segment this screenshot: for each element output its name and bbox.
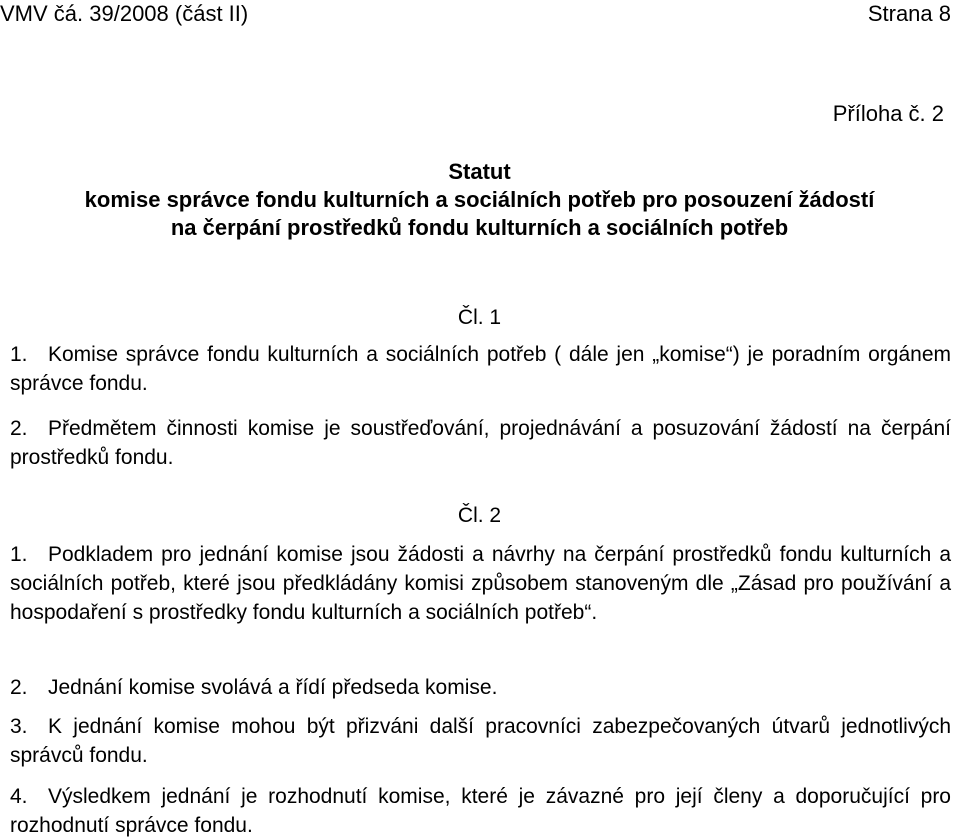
article-heading-2: Čl. 2 bbox=[457, 504, 502, 527]
article-1-paragraph-1 bbox=[10, 340, 951, 398]
article-2-paragraph-4 bbox=[10, 782, 951, 840]
paragraph-number: 2. bbox=[10, 417, 28, 440]
page-number: Strana 8 bbox=[867, 1, 951, 26]
document-title bbox=[0, 158, 959, 242]
article-2-paragraph-3 bbox=[10, 712, 951, 770]
paragraph-text: Výsledkem jednání je rozhodnutí komise, které je závazné pro její členy a doporučující pro rozhodnutí správce fondu. bbox=[10, 785, 951, 837]
title-line-1: Statut bbox=[448, 159, 511, 184]
title-line-3: na čerpání prostředků fondu kulturních a sociálních potřeb bbox=[170, 215, 789, 240]
article-1-paragraph-2 bbox=[10, 414, 951, 472]
article-2-paragraph-1 bbox=[10, 540, 951, 627]
article-2-paragraph-2 bbox=[10, 673, 951, 702]
attachment-label: Příloha č. 2 bbox=[832, 101, 944, 126]
paragraph-text: Jednání komise svolává a řídí předseda komise. bbox=[48, 676, 498, 699]
bulletin-reference: VMV čá. 39/2008 (část II) bbox=[0, 1, 249, 26]
paragraph-number: 1. bbox=[10, 343, 28, 366]
paragraph-number: 3. bbox=[10, 715, 28, 738]
paragraph-text: Komise správce fondu kulturních a sociálních potřeb ( dále jen „komise“) je poradním orgánem správce fondu. bbox=[10, 343, 951, 395]
paragraph-text: Předmětem činnosti komise je soustřeďování, projednávání a posuzování žádostí na čerpání prostředků fondu. bbox=[10, 417, 951, 469]
page-header bbox=[0, 0, 951, 28]
paragraph-number: 1. bbox=[10, 543, 28, 566]
title-line-2: komise správce fondu kulturních a sociálních potřeb pro posouzení žádostí bbox=[84, 187, 875, 212]
article-heading-1: Čl. 1 bbox=[457, 306, 502, 329]
paragraph-text: K jednání komise mohou být přizváni další pracovníci zabezpečovaných útvarů jednotlivých správců fondu. bbox=[10, 715, 951, 767]
paragraph-number: 2. bbox=[10, 676, 28, 699]
paragraph-number: 4. bbox=[10, 785, 28, 808]
paragraph-text: Podkladem pro jednání komise jsou žádosti a návrhy na čerpání prostředků fondu kulturních a sociálních potřeb, které jsou předkládány komisi způsobem stanoveným dle „Zásad pro používání a hospodaření s prostředky fondu kulturních a sociálních potřeb“. bbox=[10, 543, 951, 624]
